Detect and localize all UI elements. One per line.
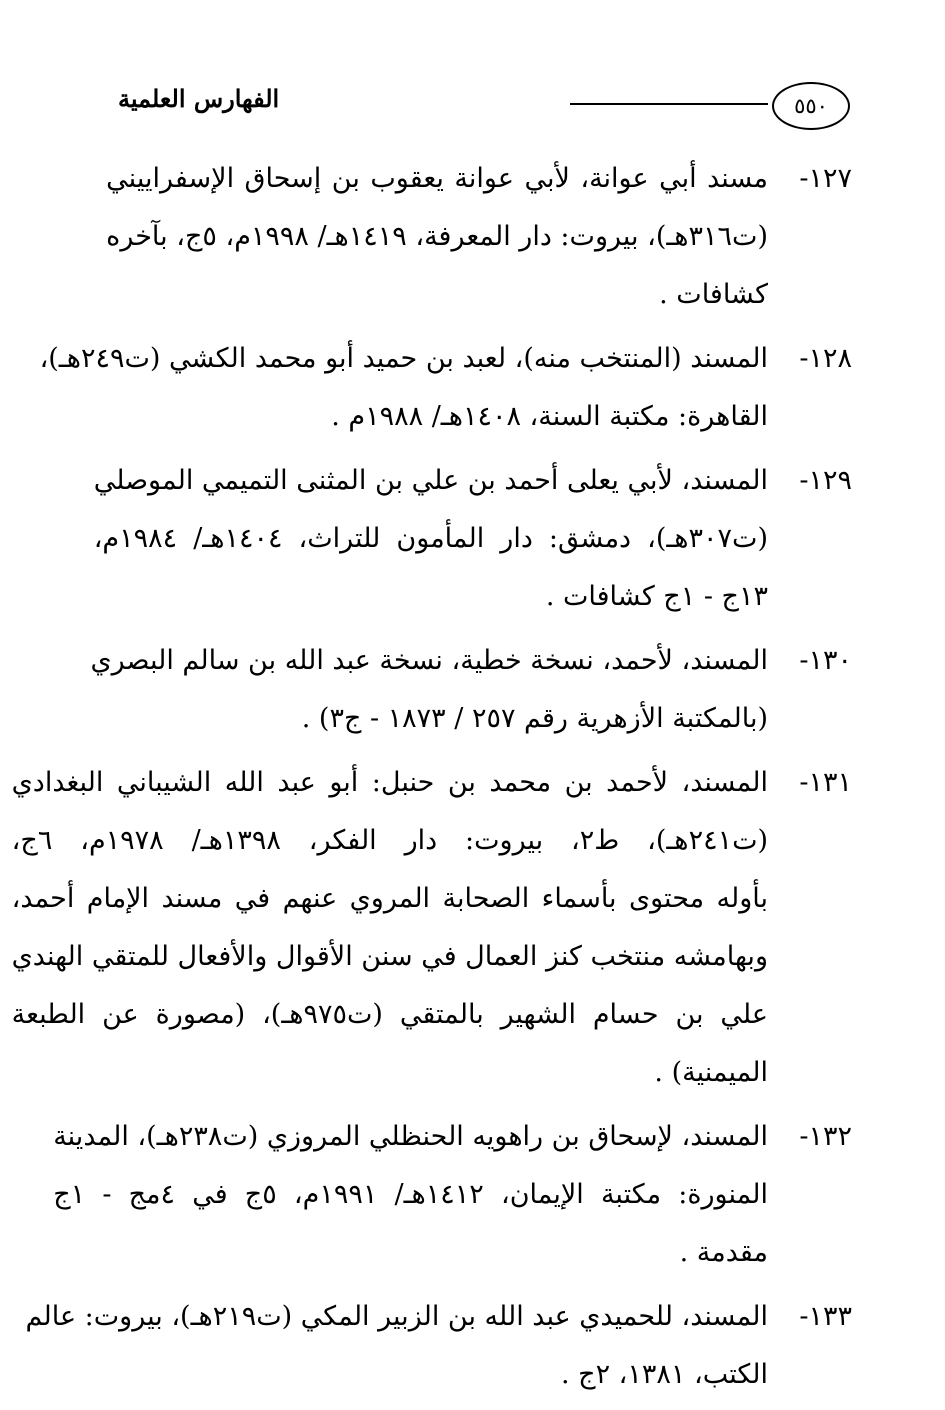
entry-text xyxy=(106,150,768,324)
entry-line: المسند، للحميدي عبد الله بن الزبير المكي (ت٢١٩هـ)، بيروت: عالم xyxy=(25,1301,768,1332)
bibliography-list xyxy=(11,150,852,1410)
entry-line: المسند، لإسحاق بن راهويه الحنظلي المروزي (ت٢٣٨هـ)، المدينة xyxy=(53,1121,768,1152)
page-header xyxy=(118,78,850,138)
entry-line: كشافات . xyxy=(659,279,768,310)
bibliography-entry xyxy=(90,632,852,748)
entry-number: ١٢٨- xyxy=(799,343,852,374)
entry-line: المسند، لأحمد بن محمد بن حنبل: أبو عبد الله الشيباني البغدادي xyxy=(11,767,768,798)
page-number: ٥٥٠ xyxy=(794,94,828,118)
entry-line: (ت٣١٦هـ)، بيروت: دار المعرفة، ١٤١٩هـ/ ١٩٩٨م، ٥ج، بآخره xyxy=(106,221,768,252)
entry-number: ١٣٢- xyxy=(799,1121,852,1152)
entry-line: (ت٢٤١هـ)، ط٢، بيروت: دار الفكر، ١٣٩٨هـ/ ١٩٧٨م، ٦ج، xyxy=(11,825,769,856)
entry-number: ١٣١- xyxy=(799,767,852,798)
bibliography-entry xyxy=(108,150,852,324)
entry-text xyxy=(26,1288,768,1404)
entry-text xyxy=(40,330,768,446)
entry-text xyxy=(53,1108,768,1282)
entry-number: ١٢٩- xyxy=(799,465,852,496)
entry-text xyxy=(12,754,768,1102)
entry-line: (بالمكتبة الأزهرية رقم ٢٥٧ / ١٨٧٣ - ج٣) . xyxy=(301,703,768,734)
entry-line: المسند، لأحمد، نسخة خطية، نسخة عبد الله بن سالم البصري xyxy=(90,645,768,676)
entry-number: ١٣٣- xyxy=(799,1301,852,1332)
bibliography-entry xyxy=(25,1288,852,1404)
running-title: الفهارس العلمية xyxy=(118,84,280,113)
bibliography-entry xyxy=(93,452,852,626)
header-rule xyxy=(570,103,768,105)
entry-line: المسند، لأبي يعلى أحمد بن علي بن المثنى التميمي الموصلي xyxy=(93,465,768,496)
bibliography-entry xyxy=(53,1108,852,1282)
page-number-oval xyxy=(772,82,850,130)
entry-line: وبهامشه منتخب كنز العمال في سنن الأقوال والأفعال للمتقي الهندي xyxy=(11,941,768,972)
entry-line: القاهرة: مكتبة السنة، ١٤٠٨هـ/ ١٩٨٨م . xyxy=(331,401,768,432)
entry-line: بأوله محتوى بأسماء الصحابة المروي عنهم في مسند الإمام أحمد، xyxy=(11,883,768,914)
bibliography-entry xyxy=(11,754,852,1102)
entry-line: الكتب، ١٣٨١، ٢ج . xyxy=(560,1359,768,1390)
bibliography-entry xyxy=(39,330,852,446)
entry-number: ١٢٧- xyxy=(799,163,852,194)
entry-text xyxy=(91,632,768,748)
entry-number: ١٣٠- xyxy=(799,645,852,676)
entry-line: مسند أبي عوانة، لأبي عوانة يعقوب بن إسحاق الإسفراييني xyxy=(106,163,768,194)
entry-text xyxy=(94,452,768,626)
entry-line: علي بن حسام الشهير بالمتقي (ت٩٧٥هـ)، (مصورة عن الطبعة xyxy=(11,999,768,1030)
entry-line: مقدمة . xyxy=(679,1237,768,1268)
entry-line: المسند (المنتخب منه)، لعبد بن حميد أبو محمد الكشي (ت٢٤٩هـ)، xyxy=(39,343,768,374)
entry-line: ١٣ج - ١ج كشافات . xyxy=(545,581,768,612)
entry-line: المنورة: مكتبة الإيمان، ١٤١٢هـ/ ١٩٩١م، ٥ج في ٤مج - ١ج xyxy=(53,1179,768,1210)
entry-line: (ت٣٠٧هـ)، دمشق: دار المأمون للتراث، ١٤٠٤هـ/ ١٩٨٤م، xyxy=(93,523,768,554)
entry-line: الميمنية) . xyxy=(654,1057,768,1088)
